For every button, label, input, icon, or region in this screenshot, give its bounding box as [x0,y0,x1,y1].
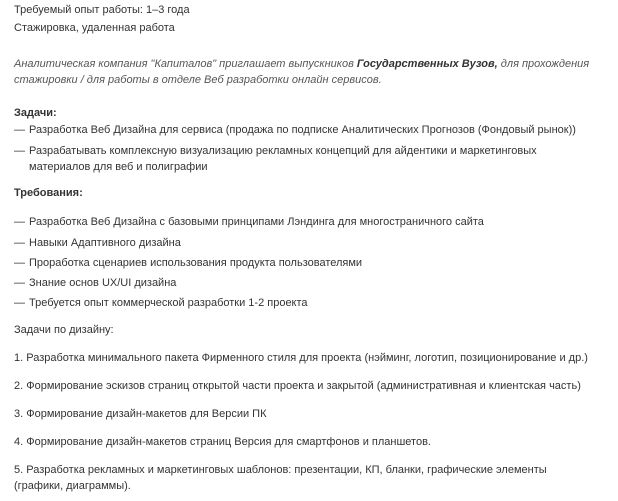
dash-bullet: — [14,216,25,228]
experience-requirement: Требуемый опыт работы: 1–3 года [14,4,190,16]
numbered-item: 5. Разработка рекламных и маркетинговых шаблонов: презентации, КП, бланки, графические элементы (графики, диаграммы). [14,464,547,492]
dash-bullet: — [14,237,25,249]
numbered-item: 4. Формирование дизайн-макетов страниц Версия для смартфонов и планшетов. [14,436,431,448]
list-item-text: Требуется опыт коммерческой разработки 1-2 проекта [29,297,308,309]
list-item [14,122,594,138]
list-item [14,255,594,271]
intro-text-start: Аналитическая компания "Капиталов" приглашает выпускников [14,58,357,70]
list-item-text: Разработка Веб Дизайна для сервиса (продажа по подписке Аналитических Прогнозов (Фондовый рынок)) [29,124,576,136]
tasks-heading: Задачи: [14,107,57,119]
list-item-text: Навыки Адаптивного дизайна [29,237,181,249]
list-item-text: Разработка Веб Дизайна с базовыми принципами Лэндинга для многостраничного сайта [29,216,484,228]
dash-bullet: — [14,124,25,136]
dash-bullet: — [14,257,25,269]
list-item [14,143,594,175]
list-item-text: Проработка сценариев использования продукта пользователями [29,257,363,269]
intro-text-end: для прохождения стажировки / для работы в отделе Веб разработки онлайн сервисов. [14,58,590,86]
dash-bullet: — [14,297,25,309]
company-intro [14,56,594,88]
list-item [14,275,594,291]
dash-bullet: — [14,145,25,157]
employment-type: Стажировка, удаленная работа [14,22,175,34]
numbered-item: 3. Формирование дизайн-макетов для Версии ПК [14,408,267,420]
list-item [14,214,594,230]
design-tasks-heading: Задачи по дизайну: [14,324,114,336]
list-item [14,295,594,311]
intro-bold-text: Государственных Вузов, [356,58,498,70]
numbered-item: 1. Разработка минимального пакета Фирменного стиля для проекта (нэйминг, логотип, позиционирование и др.) [14,352,588,364]
list-item-text: Знание основ UX/UI дизайна [29,277,177,289]
list-item-text: Разрабатывать комплексную визуализацию рекламных концепций для айдентики и маркетинговых материалов для веб и полиграфии [29,145,537,173]
requirements-heading: Требования: [14,187,83,199]
numbered-item: 2. Формирование эскизов страниц открытой части проекта и закрытой (административная и клиентская часть) [14,380,581,392]
list-item [14,235,594,251]
dash-bullet: — [14,277,25,289]
